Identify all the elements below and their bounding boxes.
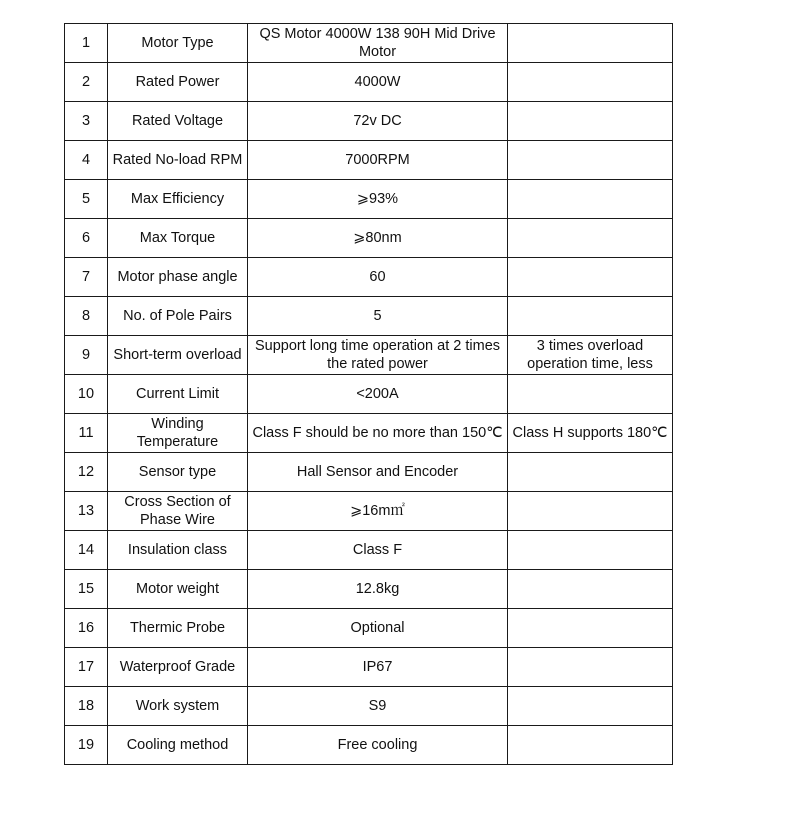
parameter-name: No. of Pole Pairs	[108, 297, 248, 336]
table-row	[65, 414, 673, 453]
parameter-note	[508, 531, 673, 570]
row-number: 2	[65, 63, 108, 102]
parameter-note	[508, 258, 673, 297]
parameter-value: 4000W	[248, 63, 508, 102]
parameter-value: IP67	[248, 648, 508, 687]
table-row	[65, 453, 673, 492]
parameter-note	[508, 180, 673, 219]
parameter-name: Motor Type	[108, 24, 248, 63]
parameter-name: Rated Voltage	[108, 102, 248, 141]
row-number: 10	[65, 375, 108, 414]
spec-table-body	[65, 24, 673, 765]
parameter-value: Support long time operation at 2 times the rated power	[248, 336, 508, 375]
row-number: 18	[65, 687, 108, 726]
parameter-note	[508, 687, 673, 726]
table-row	[65, 63, 673, 102]
row-number: 15	[65, 570, 108, 609]
parameter-name: Waterproof Grade	[108, 648, 248, 687]
parameter-value: <200A	[248, 375, 508, 414]
table-row	[65, 687, 673, 726]
row-number: 19	[65, 726, 108, 765]
parameter-name: Cooling method	[108, 726, 248, 765]
parameter-name: Rated No-load RPM	[108, 141, 248, 180]
table-row	[65, 180, 673, 219]
parameter-note	[508, 24, 673, 63]
parameter-value: Optional	[248, 609, 508, 648]
parameter-name: Cross Section of Phase Wire	[108, 492, 248, 531]
row-number: 5	[65, 180, 108, 219]
parameter-value: Free cooling	[248, 726, 508, 765]
parameter-note	[508, 219, 673, 258]
table-row	[65, 258, 673, 297]
table-row	[65, 336, 673, 375]
parameter-note	[508, 63, 673, 102]
row-number: 16	[65, 609, 108, 648]
row-number: 3	[65, 102, 108, 141]
parameter-value: 60	[248, 258, 508, 297]
parameter-name: Short-term overload	[108, 336, 248, 375]
parameter-note	[508, 648, 673, 687]
parameter-note	[508, 141, 673, 180]
parameter-name: Max Torque	[108, 219, 248, 258]
parameter-name: Max Efficiency	[108, 180, 248, 219]
parameter-value: Hall Sensor and Encoder	[248, 453, 508, 492]
parameter-note	[508, 453, 673, 492]
parameter-name: Thermic Probe	[108, 609, 248, 648]
parameter-name: Sensor type	[108, 453, 248, 492]
table-row	[65, 570, 673, 609]
row-number: 1	[65, 24, 108, 63]
row-number: 9	[65, 336, 108, 375]
parameter-note	[508, 297, 673, 336]
table-row	[65, 297, 673, 336]
parameter-value: QS Motor 4000W 138 90H Mid Drive Motor	[248, 24, 508, 63]
parameter-value: ⩾16m㎡	[248, 492, 508, 531]
table-row	[65, 375, 673, 414]
table-row	[65, 648, 673, 687]
parameter-note	[508, 726, 673, 765]
row-number: 6	[65, 219, 108, 258]
parameter-name: Motor phase angle	[108, 258, 248, 297]
parameter-note: 3 times overload operation time, less	[508, 336, 673, 375]
parameter-note	[508, 570, 673, 609]
table-row	[65, 531, 673, 570]
parameter-value: 7000RPM	[248, 141, 508, 180]
table-row	[65, 726, 673, 765]
parameter-name: Motor weight	[108, 570, 248, 609]
row-number: 17	[65, 648, 108, 687]
row-number: 7	[65, 258, 108, 297]
parameter-note	[508, 102, 673, 141]
parameter-name: Winding Temperature	[108, 414, 248, 453]
row-number: 12	[65, 453, 108, 492]
row-number: 11	[65, 414, 108, 453]
table-row	[65, 492, 673, 531]
parameter-name: Insulation class	[108, 531, 248, 570]
parameter-value: 12.8kg	[248, 570, 508, 609]
parameter-value: Class F	[248, 531, 508, 570]
parameter-value: ⩾93%	[248, 180, 508, 219]
table-row	[65, 102, 673, 141]
table-row	[65, 24, 673, 63]
parameter-note: Class H supports 180℃	[508, 414, 673, 453]
parameter-value: ⩾80nm	[248, 219, 508, 258]
parameter-note	[508, 609, 673, 648]
parameter-note	[508, 492, 673, 531]
row-number: 4	[65, 141, 108, 180]
row-number: 13	[65, 492, 108, 531]
parameter-name: Work system	[108, 687, 248, 726]
parameter-name: Current Limit	[108, 375, 248, 414]
parameter-value: Class F should be no more than 150℃	[248, 414, 508, 453]
table-row	[65, 609, 673, 648]
parameter-value: 5	[248, 297, 508, 336]
parameter-value: 72v DC	[248, 102, 508, 141]
parameter-note	[508, 375, 673, 414]
parameter-name: Rated Power	[108, 63, 248, 102]
spec-table	[64, 23, 673, 765]
parameter-value: S9	[248, 687, 508, 726]
row-number: 14	[65, 531, 108, 570]
table-row	[65, 219, 673, 258]
table-row	[65, 141, 673, 180]
row-number: 8	[65, 297, 108, 336]
